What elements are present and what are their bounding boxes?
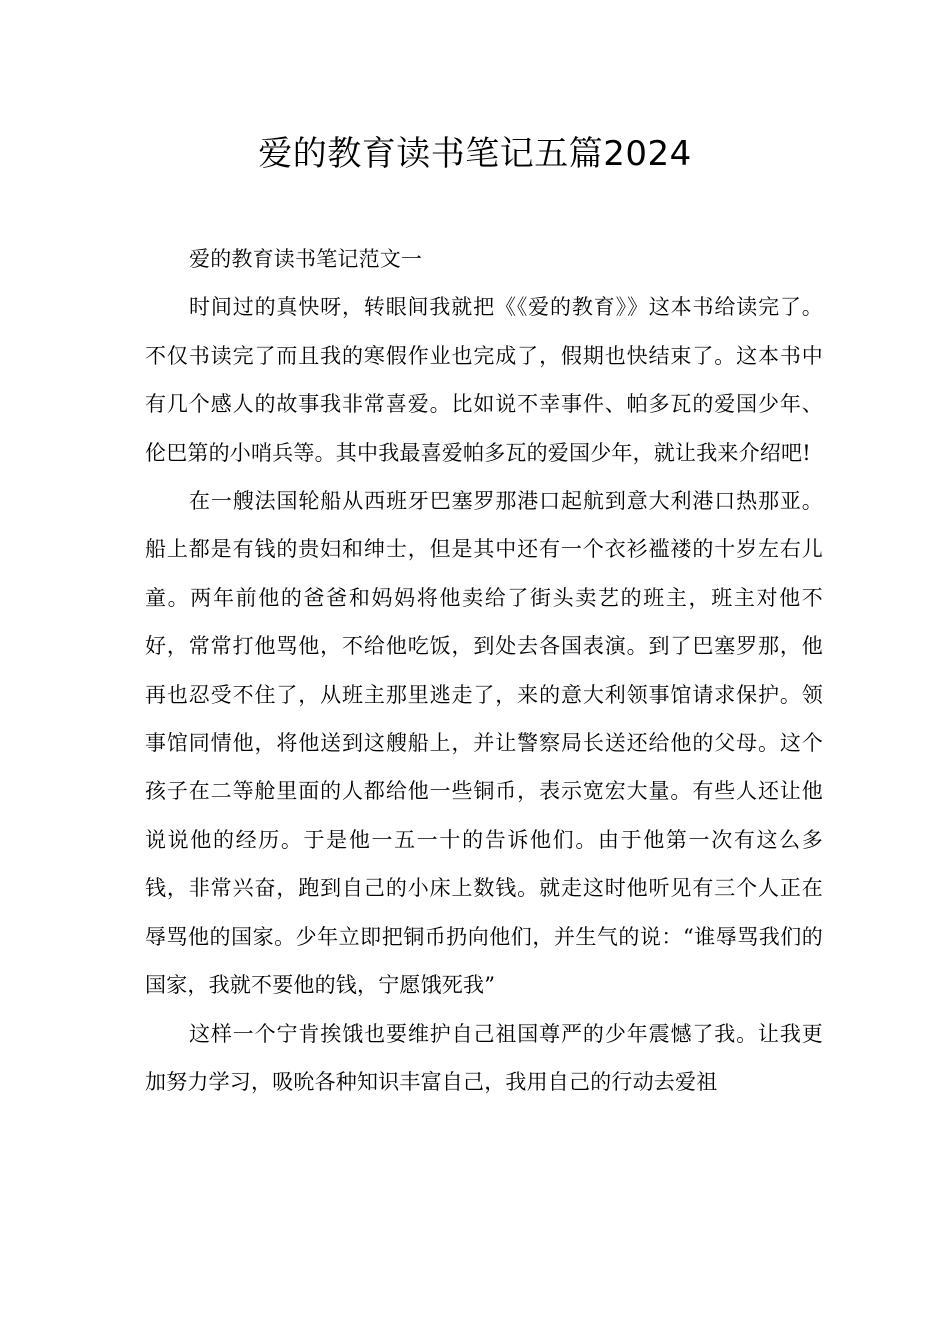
section-heading: 爱的教育读书笔记范文一 [189,247,423,271]
paragraph-1: 时间过的真快呀，转眼间我就把《《爱的教育》》这本书给读完了。不仅书读完了而且我的寒假作业也完成了，假期也快结束了。这本书中有几个感人的故事我非常喜爱。比如说不幸事件、帕多瓦的爱国少年、伦巴第的小哨兵等。其中我最喜爱帕多瓦的爱国少年，就让我来介绍吧! [145,295,823,465]
document-title: 爱的教育读书笔记五篇2024 [258,134,692,174]
paragraph-3: 这样一个宁肯挨饿也要维护自己祖国尊严的少年震憾了我。让我更加努力学习，吸吮各种知识丰富自己，我用自己的行动去爱祖 [145,1021,823,1094]
document-body [145,235,823,1106]
paragraph-2: 在一艘法国轮船从西班牙巴塞罗那港口起航到意大利港口热那亚。船上都是有钱的贵妇和绅士，但是其中还有一个衣衫褴褛的十岁左右儿童。两年前他的爸爸和妈妈将他卖给了街头卖艺的班主，班主对他不好，常常打他骂他，不给他吃饭，到处去各国表演。到了巴塞罗那，他再也忍受不住了，从班主那里逃走了，来的意大利领事馆请求保护。领事馆同情他，将他送到这艘船上，并让警察局长送还给他的父母。这个孩子在二等舱里面的人都给他一些铜币，表示宽宏大量。有些人还让他说说他的经历。于是他一五一十的告诉他们。由于他第一次有这么多钱，非常兴奋，跑到自己的小床上数钱。就走这时他听见有三个人正在辱骂他的国家。少年立即把铜币扔向他们，并生气的说：“谁辱骂我们的国家，我就不要他的钱，宁愿饿死我” [145,489,823,998]
